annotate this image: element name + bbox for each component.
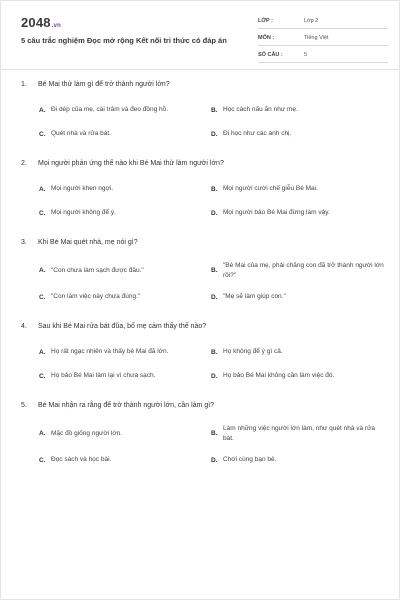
question-header (21, 402, 386, 414)
question-number: 5. (21, 402, 27, 409)
option-text: Quét nhà và rửa bát. (51, 130, 111, 138)
answer-option-a[interactable] (39, 340, 209, 364)
question-list (21, 81, 386, 486)
answer-option-c[interactable] (39, 122, 209, 146)
question-item (21, 160, 386, 225)
option-letter: A. (39, 185, 46, 193)
question-number: 4. (21, 323, 27, 330)
option-grid (21, 419, 386, 472)
answer-option-d[interactable] (211, 201, 386, 225)
question-number: 1. (21, 81, 27, 88)
meta-row-subject (258, 32, 388, 46)
option-text: Chơi cùng bạn bè. (223, 456, 277, 464)
answer-option-d[interactable] (211, 448, 386, 472)
answer-option-d[interactable] (211, 122, 386, 146)
option-letter: B. (211, 267, 218, 274)
option-text: Họ rất ngạc nhiên và thấy bé Mai đã lớn. (51, 348, 169, 356)
option-letter: A. (39, 430, 46, 437)
question-text: Sau khi Bé Mai rửa bát đũa, bố mẹ cảm thấy thế nào? (38, 323, 207, 330)
meta-key: SỐ CÂU : (258, 52, 283, 58)
option-text: "Con chưa làm sạch được đâu." (51, 266, 144, 274)
option-letter: D. (211, 209, 218, 217)
question-number: 2. (21, 160, 27, 167)
option-text: Đọc sách và học bài. (51, 456, 112, 464)
option-letter: A. (39, 106, 46, 114)
site-logo[interactable] (21, 15, 61, 30)
question-item (21, 239, 386, 309)
option-letter: D. (211, 293, 218, 301)
answer-option-b[interactable] (211, 419, 386, 448)
meta-row-grade (258, 15, 388, 29)
meta-key: MÔN : (258, 35, 275, 41)
answer-option-b[interactable] (211, 256, 386, 285)
option-text: "Con làm việc này chưa đúng." (51, 293, 141, 301)
option-letter: C. (39, 456, 46, 464)
document-title: 5 câu trắc nghiệm Đọc mở rộng Kết nối tri thức có đáp án (21, 36, 227, 45)
question-number: 3. (21, 239, 27, 246)
option-letter: B. (211, 348, 218, 356)
option-text: Đi học như các anh chị. (223, 130, 292, 138)
option-text: "Bé Mai của mẹ, phải chăng con đã trở thành người lớn rồi?" (223, 261, 384, 279)
answer-option-b[interactable] (211, 98, 386, 122)
option-letter: C. (39, 130, 46, 138)
meta-value: Tiếng Việt (304, 35, 329, 41)
answer-option-b[interactable] (211, 177, 386, 201)
question-header (21, 323, 386, 335)
meta-key: LỚP : (258, 18, 273, 24)
answer-option-d[interactable] (211, 285, 386, 309)
answer-option-a[interactable] (39, 419, 209, 448)
option-grid (21, 256, 386, 309)
option-letter: C. (39, 293, 46, 301)
option-text: Mọi người không để ý. (51, 209, 116, 217)
question-header (21, 239, 386, 251)
option-text: Mặc đồ giống người lớn. (51, 429, 123, 437)
answer-option-c[interactable] (39, 285, 209, 309)
option-letter: D. (211, 456, 218, 464)
meta-value: Lớp 2 (304, 18, 319, 24)
option-grid (21, 340, 386, 388)
answer-option-d[interactable] (211, 364, 386, 388)
logo-domain: .vn (51, 23, 62, 29)
meta-row-count (258, 49, 388, 63)
option-text: Họ bảo Bé Mai không cần làm việc đó. (223, 372, 335, 380)
question-text: Bé Mai thử làm gì để trở thành người lớn? (38, 81, 170, 88)
logo-text: 2048 (21, 15, 51, 30)
answer-option-a[interactable] (39, 256, 209, 285)
question-header (21, 81, 386, 93)
option-letter: B. (211, 106, 218, 114)
meta-value: 5 (304, 52, 308, 58)
answer-option-a[interactable] (39, 98, 209, 122)
option-letter: C. (39, 372, 46, 380)
option-text: "Mẹ sẽ làm giúp con." (223, 293, 286, 301)
answer-option-c[interactable] (39, 364, 209, 388)
header-divider (1, 69, 399, 70)
option-letter: D. (211, 372, 218, 380)
option-grid (21, 98, 386, 146)
option-text: Học cách nấu ăn như mẹ. (223, 106, 298, 114)
option-text: Làm những việc người lớn làm, như quét nhà và rửa bát. (223, 424, 376, 442)
option-letter: B. (211, 430, 218, 437)
question-item (21, 323, 386, 388)
option-text: Họ không để ý gì cả. (223, 348, 283, 356)
answer-option-b[interactable] (211, 340, 386, 364)
answer-option-c[interactable] (39, 201, 209, 225)
question-text: Mọi người phản ứng thế nào khi Bé Mai thử làm người lớn? (38, 160, 224, 167)
document-meta (258, 15, 388, 66)
question-text: Khi Bé Mai quét nhà, mẹ nói gì? (38, 239, 138, 246)
question-text: Bé Mai nhận ra rằng để trở thành người lớn, cần làm gì? (38, 402, 215, 409)
option-letter: A. (39, 267, 46, 274)
answer-option-a[interactable] (39, 177, 209, 201)
option-letter: C. (39, 209, 46, 217)
option-text: Mọi người bảo Bé Mai đừng làm vậy. (223, 209, 330, 217)
answer-option-c[interactable] (39, 448, 209, 472)
question-item (21, 402, 386, 472)
option-letter: B. (211, 185, 218, 193)
option-text: Họ bảo Bé Mai làm lại vì chưa sạch. (51, 372, 156, 380)
option-text: Đi dép của mẹ, cài trâm và đeo đồng hồ. (51, 106, 169, 114)
option-text: Mọi người cười chế giễu Bé Mai. (223, 185, 318, 193)
question-header (21, 160, 386, 172)
option-grid (21, 177, 386, 225)
option-text: Mọi người khen ngợi. (51, 185, 114, 193)
question-item (21, 81, 386, 146)
option-letter: A. (39, 348, 46, 356)
option-letter: D. (211, 130, 218, 138)
document-header (21, 15, 386, 65)
